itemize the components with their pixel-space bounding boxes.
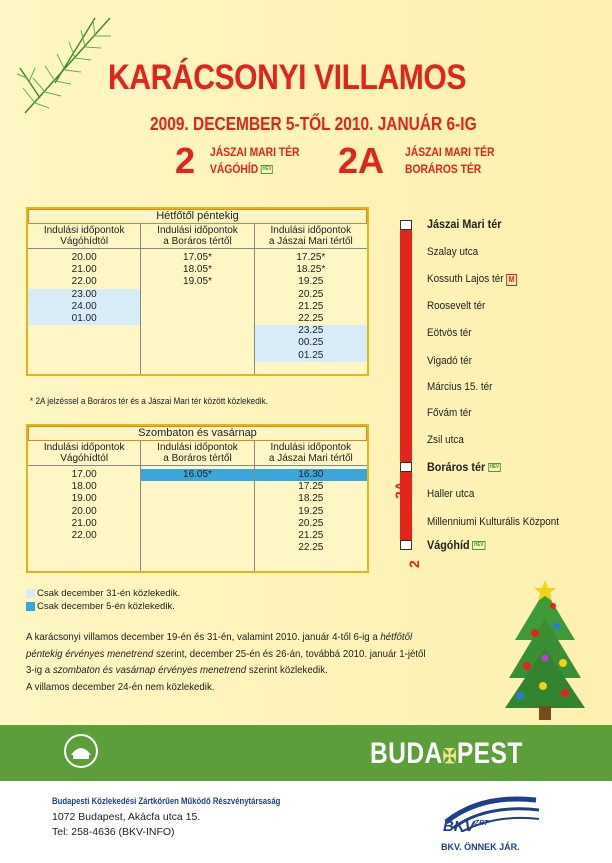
table-cell: 23.00 bbox=[28, 289, 140, 301]
table-cell: 19.25 bbox=[298, 276, 324, 288]
hev-badge: HÉV bbox=[262, 166, 272, 173]
table-cell: 24.00 bbox=[28, 301, 140, 313]
table-cell: 18.00 bbox=[71, 481, 97, 493]
route-line-diagram bbox=[400, 220, 412, 550]
table-cell: 20.00 bbox=[71, 252, 97, 263]
legend-swatch-dark bbox=[26, 602, 35, 611]
hev-badge: HÉV bbox=[489, 464, 499, 471]
stop-eotvos-ter: Eötvös tér bbox=[427, 327, 472, 339]
weekday-footnote: * 2A jelzéssel a Boráros tér és a Jászai Mari tér között közlekedik. bbox=[30, 396, 268, 407]
weekday-table-body bbox=[28, 249, 367, 374]
table-cell: 01.00 bbox=[28, 313, 140, 325]
table-cell: 20.25 bbox=[298, 517, 324, 529]
route-2a-number: 2A bbox=[338, 140, 385, 181]
stop-jaszai-mari-ter: Jászai Mari tér bbox=[427, 217, 502, 231]
table-cell: 21.00 bbox=[71, 264, 97, 276]
table-cell: 22.00 bbox=[71, 276, 97, 288]
legend-text: Csak december 5-én közlekedik. bbox=[37, 601, 175, 612]
weekend-table-body bbox=[28, 466, 367, 571]
table-cell: 18.25 bbox=[298, 493, 324, 505]
bkv-slogan: BKV. ÖNNEK JÁR. bbox=[441, 842, 520, 852]
coat-of-arms-icon: ✠ bbox=[442, 746, 457, 768]
table-cell: 21.25 bbox=[298, 529, 324, 541]
hev-badge: HÉV bbox=[474, 542, 484, 549]
route-2a-stop-2: BORÁROS TÉR bbox=[405, 162, 482, 176]
weekday-col-jaszai bbox=[254, 249, 367, 374]
stop-fovam-ter: Fővám tér bbox=[427, 407, 472, 419]
weekend-col-jaszai bbox=[254, 466, 367, 571]
stop-zsil-utca: Zsil utca bbox=[427, 434, 464, 446]
stop-haller-utca: Haller utca bbox=[427, 488, 475, 500]
table-cell: 17.25* bbox=[296, 252, 326, 263]
table-cell: 18.25* bbox=[296, 264, 326, 276]
table-cell: 21.25 bbox=[298, 300, 324, 312]
stop-vigado-ter: Vigadó tér bbox=[427, 355, 472, 367]
route-2-number: 2 bbox=[175, 140, 196, 181]
date-range: 2009. DECEMBER 5-TŐL 2010. JANUÁR 6-IG bbox=[150, 114, 477, 134]
metro-icon: M bbox=[506, 274, 517, 286]
legend-swatch-light bbox=[26, 589, 35, 598]
legend-dec31 bbox=[26, 588, 180, 599]
table-cell: 16.05* bbox=[141, 469, 253, 481]
stop-millenniumi: Millenniumi Kulturális Központ bbox=[427, 516, 560, 528]
table-cell: 00.25 bbox=[255, 337, 367, 349]
stop-roosevelt-ter: Roosevelt tér bbox=[427, 300, 486, 312]
weekend-timetable bbox=[26, 424, 369, 573]
weekday-header-col3: Indulási időpontok a Jászai Mari tértől bbox=[254, 224, 367, 248]
weekend-header-col3: Indulási időpontok a Jászai Mari tértől bbox=[254, 441, 367, 465]
table-cell: 21.00 bbox=[71, 517, 97, 529]
info-paragraph: A karácsonyi villamos december 19-én és 31-én, valamint 2010. január 4-től 6-ig a hétfőtől péntekig érvényes menetrend szerint, december 25-én és 26-án, továbbá 2010. január 1-jétől 3-ig a szombaton és vasárnap érvényes menetrend szerint közlekedik. A villamos december 24-én nem közlekedik. bbox=[26, 631, 426, 693]
weekday-table-headers bbox=[28, 224, 367, 249]
route-2a-stop-1: JÁSZAI MARI TÉR bbox=[405, 145, 495, 159]
table-cell: 16.30 bbox=[255, 469, 367, 481]
bkv-logo-text: $BKV^{ZRT}$ bbox=[443, 818, 489, 835]
weekday-header-col2: Indulási időpontok a Boráros tértől bbox=[140, 224, 253, 248]
table-cell: 01.25 bbox=[255, 350, 367, 362]
table-cell: 18.05* bbox=[183, 264, 212, 276]
weekend-table-headers bbox=[28, 441, 367, 466]
table-cell: 19.05* bbox=[183, 276, 212, 288]
company-phone: Tel: 258-4636 (BKV-INFO) bbox=[52, 826, 175, 838]
stop-boraros-ter: Boráros tér HÉV bbox=[427, 460, 499, 474]
weekday-timetable bbox=[26, 207, 369, 376]
budapest-brand: BUDA✠PEST bbox=[370, 737, 523, 770]
table-cell: 17.25 bbox=[298, 481, 324, 493]
table-cell: 20.00 bbox=[71, 505, 97, 517]
line-segment-2a bbox=[400, 220, 412, 460]
weekend-col-boraros bbox=[140, 466, 253, 571]
stop-marker bbox=[400, 540, 412, 550]
weekday-table-title: Hétfőtől péntekig bbox=[28, 209, 367, 224]
legend-dec5 bbox=[26, 601, 175, 612]
weekend-header-col2: Indulási időpontok a Boráros tértől bbox=[140, 441, 253, 465]
stop-marker bbox=[400, 462, 412, 472]
weekday-col-boraros bbox=[140, 249, 253, 374]
legend-text: Csak december 31-én közlekedik. bbox=[37, 588, 181, 599]
table-cell: 17.00 bbox=[71, 469, 97, 480]
route-2-stop-1: JÁSZAI MARI TÉR bbox=[210, 145, 300, 159]
table-cell: 19.25 bbox=[298, 505, 324, 517]
route-2-stop-2: VÁGÓHÍD HÉV bbox=[210, 162, 272, 176]
stop-marker bbox=[400, 220, 412, 230]
table-cell: 19.00 bbox=[71, 493, 97, 505]
weekend-header-col1: Indulási időpontok Vágóhídtól bbox=[43, 442, 125, 464]
stop-marcius-15-ter: Március 15. tér bbox=[427, 381, 493, 393]
table-cell: 20.25 bbox=[298, 288, 324, 300]
table-cell: 17.05* bbox=[183, 252, 212, 263]
line-label-2: 2 bbox=[406, 560, 422, 568]
city-emblem-icon bbox=[63, 733, 99, 769]
table-cell: 23.25 bbox=[255, 325, 367, 337]
weekend-col-vagohid bbox=[28, 466, 140, 571]
weekday-header-col1: Indulási időpontok Vágóhídtól bbox=[43, 225, 125, 247]
company-address: 1072 Budapest, Akácfa utca 15. bbox=[52, 811, 201, 823]
poster-title: KARÁCSONYI VILLAMOS bbox=[108, 58, 467, 97]
table-cell: 22.25 bbox=[298, 312, 324, 324]
stop-vagohid: Vágóhíd HÉV bbox=[427, 538, 484, 552]
line-segment-2 bbox=[400, 460, 412, 546]
weekday-col-vagohid bbox=[28, 249, 140, 374]
stop-kossuth-lajos-ter: Kossuth Lajos tér M bbox=[427, 273, 517, 286]
christmas-tree-icon bbox=[505, 578, 585, 720]
stop-szalay-utca: Szalay utca bbox=[427, 246, 479, 258]
weekend-table-title: Szombaton és vasárnap bbox=[28, 426, 367, 441]
table-cell: 22.00 bbox=[71, 529, 97, 541]
bkv-logo-icon bbox=[441, 792, 541, 862]
table-cell: 22.25 bbox=[298, 542, 324, 554]
line-label-2a: 2A bbox=[392, 481, 408, 499]
company-name: Budapesti Közlekedési Zártkörűen Működő Részvénytársaság bbox=[52, 796, 281, 806]
